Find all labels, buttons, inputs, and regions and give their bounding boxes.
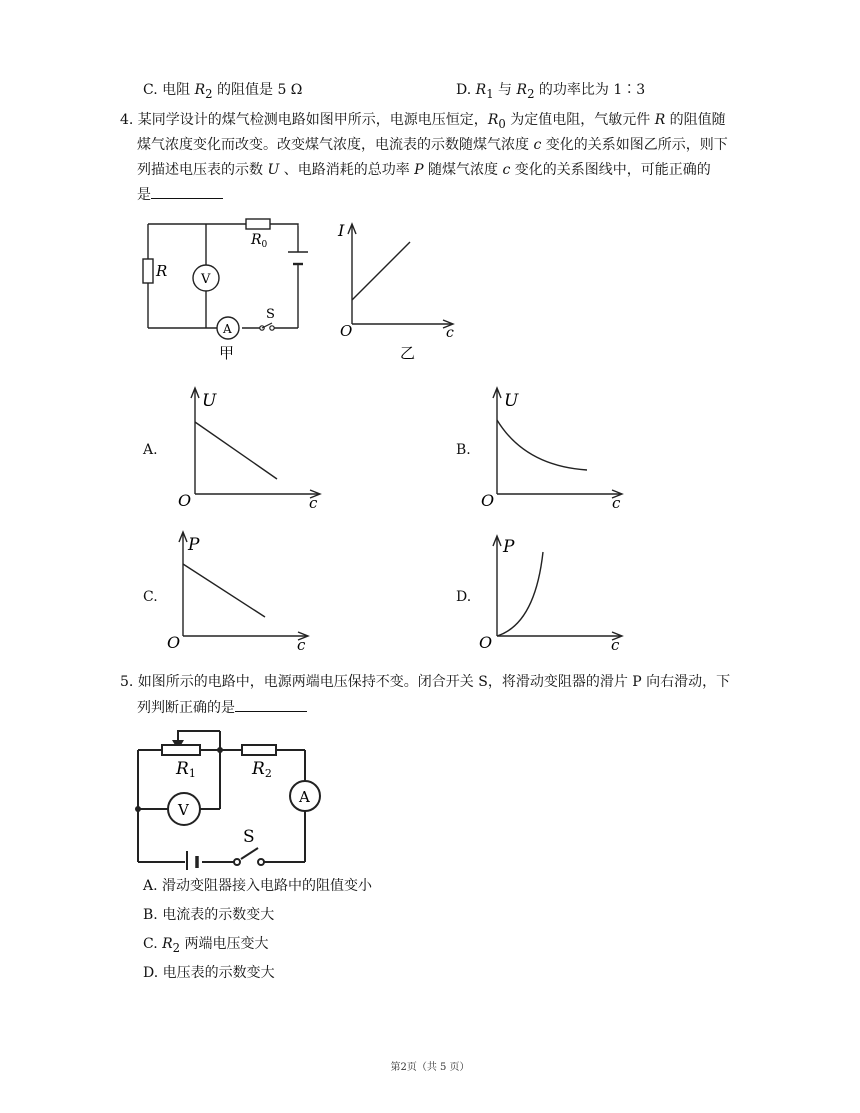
x-axis-label: c <box>297 636 306 654</box>
resistor-r1 <box>162 745 200 755</box>
q4-option-b-graph <box>475 382 635 512</box>
y-axis-label: U <box>504 391 519 411</box>
figure-yi-graph <box>330 212 465 372</box>
x-axis-label: c <box>612 494 621 512</box>
q5-option-c: C. $R_2$ 两端电压变大 <box>143 936 269 955</box>
q5-circuit <box>130 720 340 870</box>
x-axis-label: c <box>611 636 620 654</box>
q4-option-b-label: B. <box>456 442 471 458</box>
resistor-r0 <box>246 219 270 229</box>
label-ammeter: A <box>299 788 310 806</box>
answer-blank <box>235 697 307 712</box>
answer-blank <box>151 184 223 199</box>
q5-stem-line1: 5. 如图所示的电路中，电源两端电压保持不变。闭合开关 S，将滑动变阻器的滑片 P 向右滑动，下 <box>120 674 731 690</box>
q5-option-a: A. 滑动变阻器接入电路中的阻值变小 <box>143 878 373 894</box>
u-c-line <box>195 422 277 479</box>
x-axis-label: c <box>309 494 318 512</box>
label-r2: R2 <box>252 759 272 780</box>
y-axis-label: U <box>202 391 217 411</box>
switch-contact-right <box>258 859 264 865</box>
label-r1: R1 <box>176 759 196 780</box>
q4-option-d-label: D. <box>456 589 472 605</box>
label-r0: $R_0$ <box>251 232 268 250</box>
q3-option-d: D. $R_1$ 与 $R_2$ 的功率比为 1∶3 <box>456 82 646 101</box>
q4-option-c-label: C. <box>143 589 158 605</box>
origin-label: O <box>167 633 181 652</box>
q4-option-a-label: A. <box>143 442 158 458</box>
q4-option-a-graph <box>165 382 325 512</box>
p-c-curve <box>497 552 543 636</box>
q5-option-b: B. 电流表的示数变大 <box>143 907 275 923</box>
q4-option-d-graph <box>475 528 635 658</box>
u-c-curve <box>497 420 587 470</box>
switch-contact-right <box>270 326 274 330</box>
label-voltmeter: V <box>178 801 189 819</box>
p-c-line <box>183 564 265 617</box>
y-axis-label: I <box>338 221 345 240</box>
y-axis-label: P <box>188 535 200 555</box>
origin-label: O <box>340 322 353 340</box>
figure-jia-circuit <box>138 212 323 372</box>
origin-label: O <box>178 491 192 510</box>
q4-stem-line4: 是 <box>137 183 223 207</box>
label-voltmeter: V <box>201 272 211 287</box>
origin-label: O <box>481 491 495 510</box>
label-switch: S <box>266 307 275 322</box>
switch-blade <box>241 848 258 859</box>
label-switch: S <box>243 827 255 847</box>
q5-option-d: D. 电压表的示数变大 <box>143 965 275 981</box>
page-footer: 第2页（共 5 页） <box>390 1062 470 1073</box>
q4-option-c-graph <box>163 528 323 658</box>
switch-contact-left <box>234 859 240 865</box>
resistor-r2 <box>242 745 276 755</box>
q4-stem-line2: 煤气浓度变化而改变。改变煤气浓度，电流表的示数随煤气浓度 c 变化的关系如图乙所示，则下 <box>137 137 728 153</box>
label-ammeter: A <box>223 322 232 336</box>
junction-dot <box>217 747 223 753</box>
origin-label: O <box>479 633 493 652</box>
x-axis-label: c <box>446 325 454 341</box>
label-r: R <box>156 262 168 280</box>
y-axis-label: P <box>503 537 515 557</box>
i-c-line <box>352 242 410 300</box>
resistor-r <box>143 259 153 283</box>
caption-jia: 甲 <box>219 344 235 362</box>
slider-wire <box>178 731 220 742</box>
junction-dot <box>135 806 141 812</box>
q4-stem-line3: 列描述电压表的示数 U 、电路消耗的总功率 P 随煤气浓度 c 变化的关系图线中，可能正确的 <box>137 162 711 178</box>
q4-stem-line1: 4. 某同学设计的煤气检测电路如图甲所示，电源电压恒定，$R_0$ 为定值电阻，气敏元件 R 的阻值随 <box>120 112 726 131</box>
q3-option-c: C. 电阻 $R_2$ 的阻值是 5 Ω <box>143 82 303 101</box>
q5-stem-line2: 列判断正确的是 <box>137 696 307 720</box>
caption-yi: 乙 <box>400 344 416 362</box>
